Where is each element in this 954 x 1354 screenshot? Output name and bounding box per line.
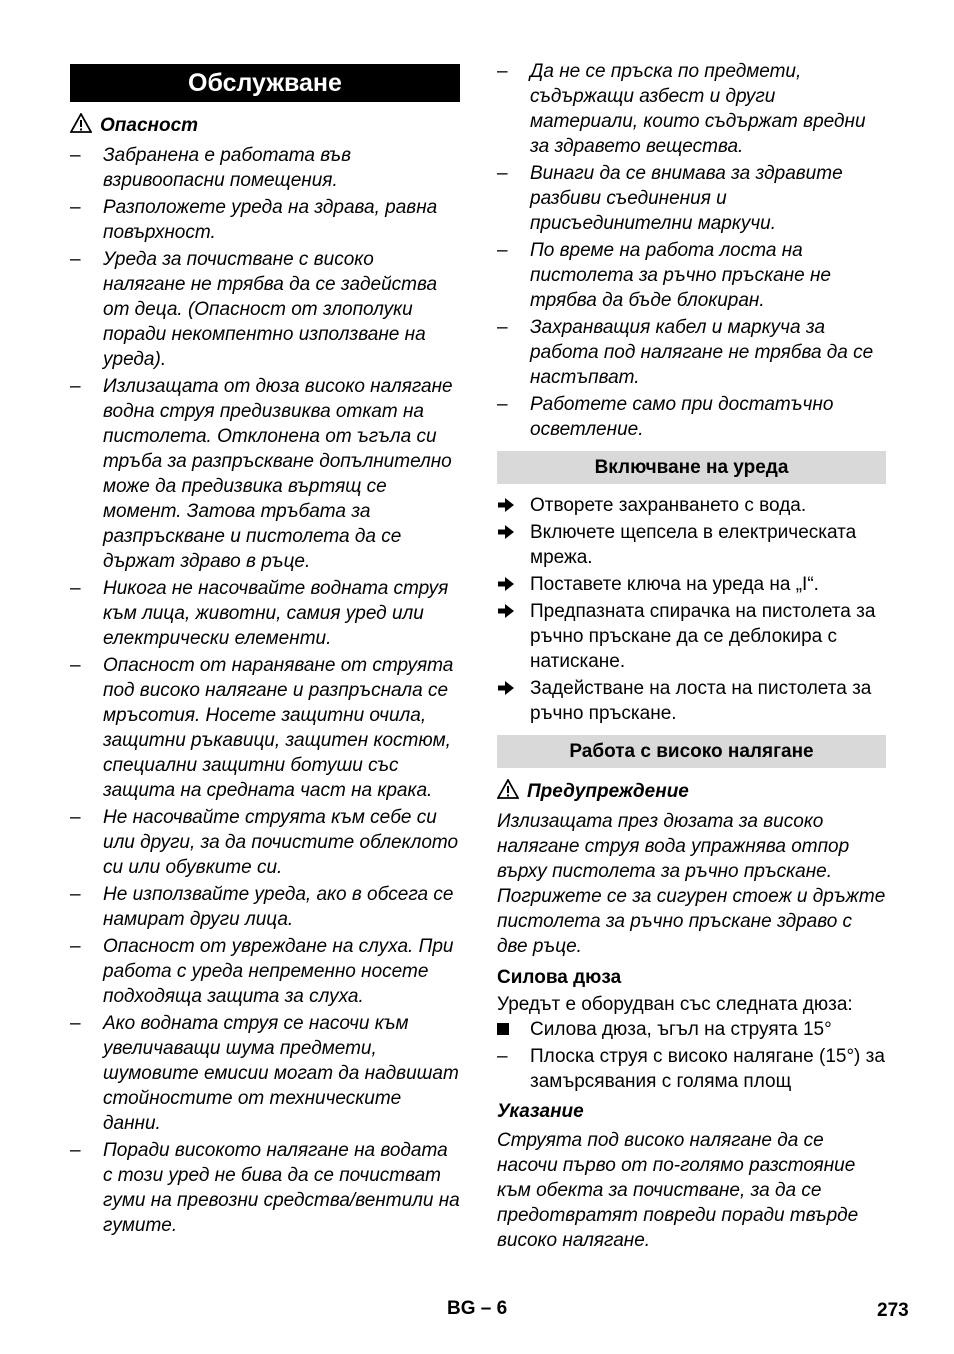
- list-item-text: Не използвайте уреда, ако в обсега се намират други лица.: [103, 884, 454, 930]
- list-item: [70, 374, 460, 574]
- list-item: [497, 238, 886, 313]
- footer-language-page: BG – 6: [447, 1298, 508, 1319]
- danger-heading: [70, 113, 198, 138]
- danger-list: [70, 143, 460, 1240]
- dash-bullet-icon: –: [70, 1013, 81, 1034]
- dash-bullet-icon: –: [70, 807, 81, 828]
- list-item-text: Разположете уреда на здрава, равна повърхност.: [103, 197, 438, 243]
- list-item: [497, 392, 886, 442]
- list-item-text: Уреда за почистване с високо налягане не трябва да се задейства от деца. (Опасност от злополуки поради некомпентно използване на уреда).: [103, 249, 438, 370]
- list-item-text: Ако водната струя се насочи към увеличаващи шума предмети, шумовите емисии могат да надвишат стойностите от техническите данни.: [103, 1013, 459, 1134]
- dash-bullet-icon: –: [497, 1046, 508, 1067]
- warning-label: Предупреждение: [527, 781, 689, 802]
- subhead-switch-on: Включване на уреда: [497, 451, 886, 484]
- section-title: Обслужване: [70, 64, 460, 102]
- note-label: Указание: [497, 1101, 584, 1122]
- list-item: [70, 1138, 460, 1238]
- warning-triangle-icon: [497, 779, 519, 799]
- dash-bullet-icon: –: [70, 578, 81, 599]
- page-number: 273: [877, 1300, 909, 1321]
- dash-bullet-icon: –: [70, 249, 81, 270]
- dash-bullet-icon: –: [70, 655, 81, 676]
- arrow-right-icon: [497, 572, 522, 597]
- list-item: [497, 572, 886, 597]
- list-item-text: Опасност от нараняване от струята под високо налягане и разпръснала се мръсотия. Носете защитни очила, защитни ръкавици, защитен костюм, специални защитни ботуши със защита на средната част на крака.: [103, 655, 454, 801]
- dash-bullet-icon: –: [70, 1140, 81, 1161]
- nozzle-sub-item: – Плоска струя с високо налягане (15°) за замърсявания с голяма площ: [497, 1046, 885, 1092]
- dash-bullet-icon: –: [497, 394, 508, 415]
- list-item-text: Винаги да се внимава за здравите разбиви съединения и присъединителни маркучи.: [530, 163, 843, 234]
- list-item: [497, 59, 886, 159]
- dash-bullet-icon: –: [70, 376, 81, 397]
- warning-text: Излизащата през дюзата за високо налягане струя вода упражнява отпор върху пистолета за ръчно пръскане. Погрижете се за сигурен стоеж и дръжте пистолета за ръчно пръскане здраво с две ръце.: [497, 811, 886, 957]
- list-item-text: Поради високото налягане на водата с този уред не бива да се почистват гуми на превозни средства/вентили на гумите.: [103, 1140, 460, 1236]
- list-item-text: Задействане на лоста на пистолета за ръчно пръскане.: [530, 678, 872, 724]
- dash-bullet-icon: –: [497, 317, 508, 338]
- note-heading: [497, 1099, 584, 1124]
- arrow-right-icon: [497, 599, 522, 624]
- list-item: [497, 520, 886, 570]
- arrow-right-icon: [497, 520, 522, 545]
- list-item-text: Да не се пръска по предмети, съдържащи азбест и други материали, които съдържат вредни за здравето вещества.: [530, 61, 866, 157]
- list-item: [497, 315, 886, 390]
- list-item-text: Включете щепсела в електрическата мрежа.: [530, 522, 857, 568]
- list-item: [70, 247, 460, 372]
- list-item-text: Забранена е работата във взривоопасни помещения.: [103, 145, 352, 191]
- dash-bullet-icon: –: [70, 936, 81, 957]
- list-item-text: Никога не насочвайте водната струя към лица, животни, самия уред или електрически елементи.: [103, 578, 449, 649]
- arrow-right-icon: [497, 493, 522, 518]
- list-item: [70, 1011, 460, 1136]
- nozzle-heading: Силова дюза: [497, 967, 622, 988]
- dash-bullet-icon: –: [497, 240, 508, 261]
- list-item: [70, 576, 460, 651]
- switch-on-steps: [497, 493, 886, 728]
- square-bullet-icon: [497, 1017, 522, 1042]
- list-item: [497, 161, 886, 236]
- nozzle-item: Силова дюза, ъгъл на струята 15°: [497, 1017, 886, 1042]
- note-text: Струята под високо налягане да се насочи първо от по-голямо разстояние към обекта за почистване, за да се предотвратят повреди поради твърде високо налягане.: [497, 1130, 859, 1251]
- subhead-high-pressure: Работа с високо налягане: [497, 735, 886, 768]
- dash-bullet-icon: –: [70, 145, 81, 166]
- list-item-text: Не насочвайте струята към себе си или други, за да почистите облеклото си или обувките си.: [103, 807, 459, 878]
- dash-bullet-icon: –: [70, 197, 81, 218]
- list-item-text: Захранващия кабел и маркуча за работа под налягане не трябва да се настъпват.: [530, 317, 874, 388]
- danger-label: Опасност: [100, 115, 199, 136]
- list-item: [70, 143, 460, 193]
- list-item: [70, 882, 460, 932]
- nozzle-list: [497, 1017, 886, 1096]
- dash-bullet-icon: –: [497, 163, 508, 184]
- list-item: [70, 805, 460, 880]
- list-item: [70, 195, 460, 245]
- dash-bullet-icon: –: [497, 61, 508, 82]
- list-item-text: Предпазната спирачка на пистолета за ръчно пръскане да се деблокира с натискане.: [530, 601, 876, 672]
- arrow-right-icon: [497, 676, 522, 701]
- nozzle-intro: Уредът е оборудван със следната дюза:: [497, 994, 853, 1015]
- list-item: [70, 934, 460, 1009]
- list-item: [497, 676, 886, 726]
- list-item-text: Работете само при достатъчно осветление.: [530, 394, 834, 440]
- dash-bullet-icon: –: [70, 884, 81, 905]
- danger-list-continued: [497, 59, 886, 444]
- list-item: [70, 653, 460, 803]
- list-item: [497, 493, 886, 518]
- list-item-text: Опасност от увреждане на слуха. При работа с уреда непременно носете подходяща защита за слуха.: [103, 936, 454, 1007]
- list-item-text: Поставете ключа на уреда на „I“.: [530, 574, 819, 595]
- list-item-text: Излизащата от дюза високо налягане водна струя предизвиква откат на пистолета. Отклонена от ъгъла си тръба за разпръскване допълнително може да предизвика въртящ се момент. Затова тръбата за разпръскване и пистолета да се държат здраво в ръце.: [103, 376, 453, 572]
- warning-heading: [497, 779, 689, 804]
- warning-triangle-icon: [70, 113, 92, 133]
- list-item-text: По време на работа лоста на пистолета за ръчно пръскане не трябва да бъде блокиран.: [530, 240, 831, 311]
- list-item: [497, 599, 886, 674]
- list-item-text: Отворете захранването с вода.: [530, 495, 807, 516]
